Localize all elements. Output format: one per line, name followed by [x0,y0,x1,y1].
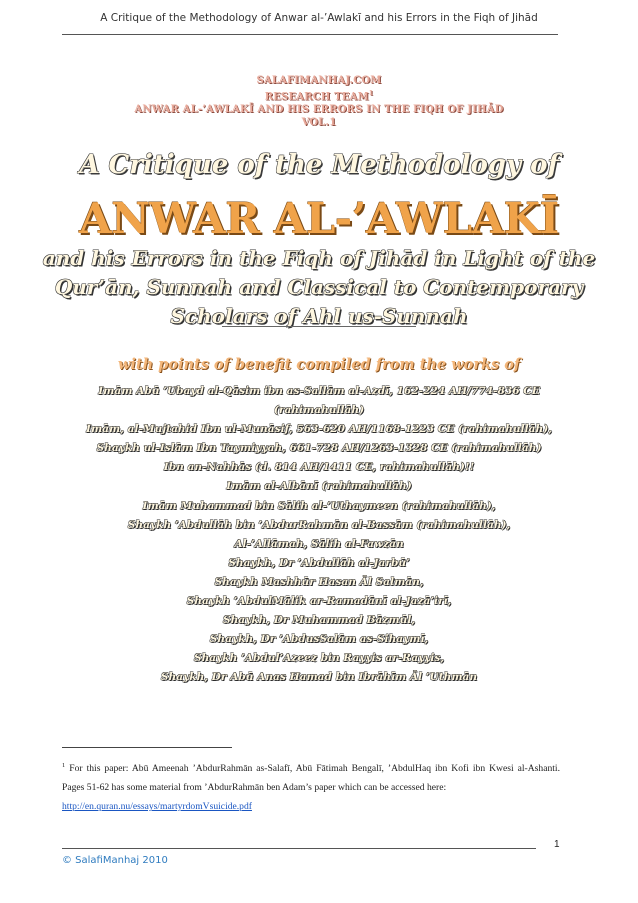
scholar-item: Shaykh Mashhūr Hasan Āl Salmān, [214,575,424,588]
title-line-2: ANWAR AL-’AWLAKĪ [79,194,559,243]
footnote-link[interactable]: http://en.quran.nu/essays/martyrdomVsuicide.pdf [62,801,252,813]
scholar-item: Shaykh ’AbdulMālik ar-Ramadānī al-Jazā’irī, [186,595,452,608]
header-team-label: RESEARCH TEAM [264,91,369,103]
scholar-item: Imām Muhammad bin Sālih al-’Uthaymeen (rahimahullāh), [142,499,496,512]
title-line-1: A Critique of the Methodology of [79,150,559,180]
header-site: SALAFIMANHAJ.COM [256,75,382,86]
scholar-item: Shaykh ’Abdul’Azeez bin Rayyis ar-Rayyis, [193,652,445,665]
scholar-item: (rahimahullāh) [273,404,365,417]
scholar-item: Ibn an-Nahhās (d. 814 AH/1411 CE, rahimahullāh)!! [163,461,475,474]
scholar-item: Imām al-Albānī (rahimahullāh) [226,480,412,493]
benefit-heading: with points of benefit compiled from the works of [117,356,521,373]
scholar-item: Shaykh, Dr ’AbdusSalām as-Sihaymī, [209,633,429,646]
scholar-item: Shaykh, Dr Muhammad Bāzmūl, [222,614,416,627]
footer-rule [62,848,536,849]
scholar-item: Shaykh, Dr ’Abdullāh al-Jarbū’ [228,556,410,569]
footnote-separator [62,747,232,748]
scholar-item: Al-’Allāmah, Sālih al-Fawzān [234,537,404,550]
header-team [0,87,638,103]
header-team-footnote-marker[interactable]: 1 [368,90,374,97]
scholar-item: Shaykh, Dr Abū Anas Hamad bin Ibrāhīm Āl ’Uthmān [160,671,478,684]
title-line-3: and his Errors in the Fiqh of Jihād in Light of the Qur’ān, Sunnah and Classical to Contemporary Scholars of Ahl us-Sunnah [42,246,596,328]
footnote [62,756,560,816]
header-block [0,74,638,129]
page-number: 1 [554,839,560,850]
header-volume: VOL.1 [301,117,337,129]
running-head: A Critique of the Methodology of Anwar al-’Awlakī and his Errors in the Fiqh of Jihād [100,12,538,24]
scholar-item: Shaykh ’Abdullāh bin ’AbdurRahmān al-Bassām (rahimahullāh), [127,518,511,531]
scholar-list [60,382,578,688]
footnote-marker: 1 [62,762,66,769]
scholar-item: Shaykh ul-Islām Ibn Taymiyyah, 661-728 AH/1263-1328 CE (rahimahullāh) [96,442,542,455]
header-subject: ANWAR AL-’AWLAKĪ AND HIS ERRORS IN THE FIQH OF JIHĀD [134,104,504,116]
scholar-item: Imām Abū ’Ubayd al-Qāsim ibn as-Sallām al-Azdī, 162-224 AH/774-836 CE [98,385,540,397]
title-divider [222,326,416,327]
scholar-item: Imām, al-Mujtahid Ibn ul-Munāsif, 563-620 AH/1168-1223 CE (rahimahullāh), [86,423,552,436]
footnote-text: For this paper: Abū Ameenah ’AbdurRahmān as-Salafī, Abū Fātimah Bengalī, ’AbdulHaq ibn Kofi ibn Kwesi al-Ashanti. Pages 51-62 has some material from ’AbdurRahmān ben Adam’s paper which can be accessed here: [62,763,560,794]
copyright: © SalafiManhaj 2010 [62,855,168,866]
header-rule [62,34,558,35]
